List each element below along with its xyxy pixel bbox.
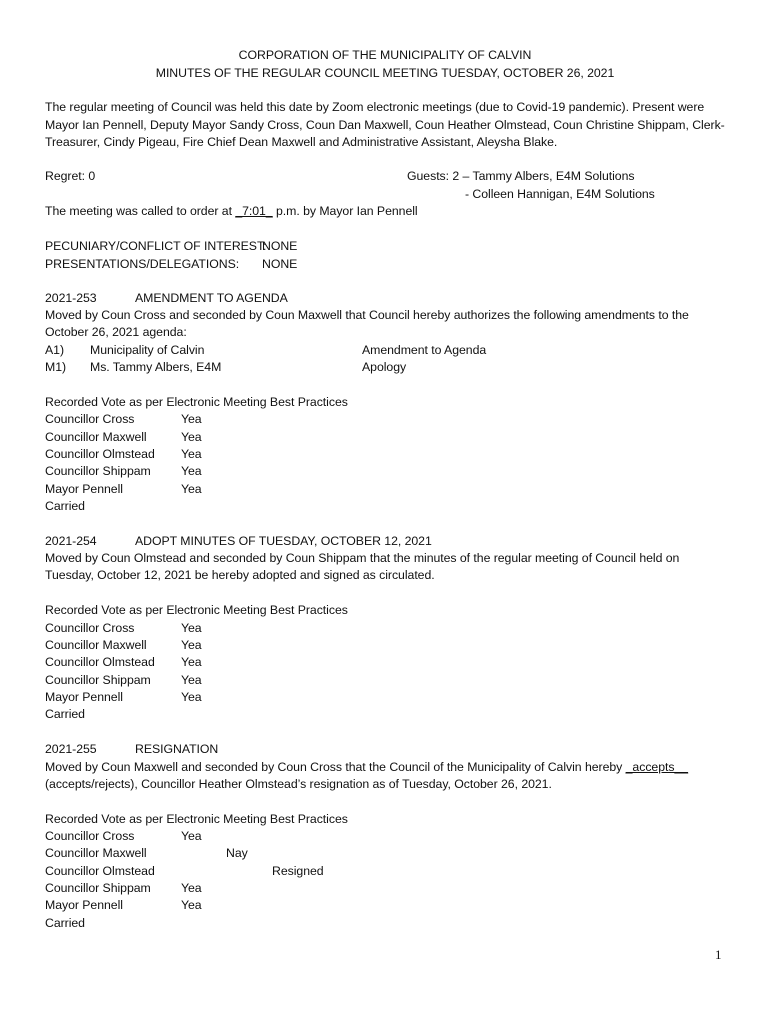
voter-name: Councillor Maxwell xyxy=(45,430,147,444)
agenda-item-name: Municipality of Calvin xyxy=(90,343,205,357)
motion-text-fill: _accepts__ xyxy=(625,760,689,774)
pecuniary-label: PECUNIARY/CONFLICT OF INTEREST: xyxy=(45,239,267,253)
voter-name: Councillor Shippam xyxy=(45,881,151,895)
vote-value: Yea xyxy=(181,829,202,843)
agenda-item-desc: Amendment to Agenda xyxy=(362,343,487,357)
vote-value: Yea xyxy=(181,655,202,669)
regret-line: Regret: 0 xyxy=(45,169,96,183)
motion-number: 2021-255 xyxy=(45,742,97,756)
vote-value: Yea xyxy=(181,881,202,895)
vote-heading: Recorded Vote as per Electronic Meeting Best Practices xyxy=(45,812,348,826)
voter-name: Councillor Cross xyxy=(45,412,135,426)
voter-name: Councillor Olmstead xyxy=(45,447,155,461)
voter-name: Mayor Pennell xyxy=(45,690,123,704)
voter-name: Councillor Olmstead xyxy=(45,864,155,878)
intro-paragraph: The regular meeting of Council was held this date by Zoom electronic meetings (due to Covid-19 pandemic). Present were Mayor Ian Pennell, Deputy Mayor Sandy Cross, Coun Dan Maxwell, Coun Heather Olmstead, Coun Christine Shippam, Clerk-Treasurer, Cindy Pigeau, Fire Chief Dean Maxwell and Administrative Assistant, Aleysha Blake. xyxy=(45,100,725,149)
voter-name: Councillor Shippam xyxy=(45,673,151,687)
voter-name: Councillor Cross xyxy=(45,621,135,635)
carried-label: Carried xyxy=(45,916,85,930)
guests-line-2: - Colleen Hannigan, E4M Solutions xyxy=(465,187,655,201)
call-to-order-suffix: p.m. by Mayor Ian Pennell xyxy=(272,204,418,218)
agenda-item-name: Ms. Tammy Albers, E4M xyxy=(90,360,222,374)
motion-text xyxy=(45,759,725,793)
motion-number: 2021-253 xyxy=(45,291,97,305)
presentations-value: NONE xyxy=(262,257,298,271)
document-subtitle: MINUTES OF THE REGULAR COUNCIL MEETING TUESDAY, OCTOBER 26, 2021 xyxy=(155,66,615,80)
voter-name: Councillor Maxwell xyxy=(45,638,147,652)
motion-number: 2021-254 xyxy=(45,534,97,548)
agenda-item-desc: Apology xyxy=(362,360,407,374)
presentations-label: PRESENTATIONS/DELEGATIONS: xyxy=(45,257,240,271)
vote-heading: Recorded Vote as per Electronic Meeting Best Practices xyxy=(45,395,348,409)
agenda-item-code: A1) xyxy=(45,343,64,357)
motion-title: RESIGNATION xyxy=(135,742,219,756)
vote-value: Yea xyxy=(181,482,202,496)
call-to-order-prefix: The meeting was called to order at xyxy=(45,204,236,218)
carried-label: Carried xyxy=(45,707,85,721)
motion-text: Moved by Coun Cross and seconded by Coun Maxwell that Council hereby authorizes the following amendments to the October 26, 2021 agenda: xyxy=(45,308,689,339)
vote-value: Yea xyxy=(181,412,202,426)
vote-value: Resigned xyxy=(272,864,324,878)
pecuniary-value: NONE xyxy=(262,239,298,253)
vote-value: Yea xyxy=(181,673,202,687)
call-to-order xyxy=(45,203,418,220)
vote-heading: Recorded Vote as per Electronic Meeting Best Practices xyxy=(45,603,348,617)
voter-name: Councillor Shippam xyxy=(45,464,151,478)
voter-name: Mayor Pennell xyxy=(45,898,123,912)
vote-value: Yea xyxy=(181,638,202,652)
voter-name: Councillor Maxwell xyxy=(45,846,147,860)
document-title: CORPORATION OF THE MUNICIPALITY OF CALVIN xyxy=(238,48,532,62)
vote-value: Yea xyxy=(181,690,202,704)
guests-line-1: Guests: 2 – Tammy Albers, E4M Solutions xyxy=(407,169,635,183)
voter-name: Councillor Cross xyxy=(45,829,135,843)
page-number: 1 xyxy=(715,947,722,962)
agenda-item-code: M1) xyxy=(45,360,67,374)
motion-text-before: Moved by Coun Maxwell and seconded by Coun Cross that the Council of the Municipality of Calvin hereby xyxy=(45,760,626,774)
vote-value: Yea xyxy=(181,464,202,478)
vote-value: Yea xyxy=(181,447,202,461)
voter-name: Councillor Olmstead xyxy=(45,655,155,669)
carried-label: Carried xyxy=(45,499,85,513)
voter-name: Mayor Pennell xyxy=(45,482,123,496)
motion-text: Moved by Coun Olmstead and seconded by Coun Shippam that the minutes of the regular meeting of Council held on Tuesday, October 12, 2021 be hereby adopted and signed as circulated. xyxy=(45,551,680,582)
vote-value: Nay xyxy=(226,846,248,860)
vote-value: Yea xyxy=(181,430,202,444)
call-to-order-time: _7:01_ xyxy=(235,204,273,218)
motion-text-after: (accepts/rejects), Councillor Heather Olmstead’s resignation as of Tuesday, October 26, 2021. xyxy=(45,777,552,791)
vote-value: Yea xyxy=(181,621,202,635)
motion-title: AMENDMENT TO AGENDA xyxy=(135,291,288,305)
vote-value: Yea xyxy=(181,898,202,912)
motion-title: ADOPT MINUTES OF TUESDAY, OCTOBER 12, 2021 xyxy=(135,534,432,548)
